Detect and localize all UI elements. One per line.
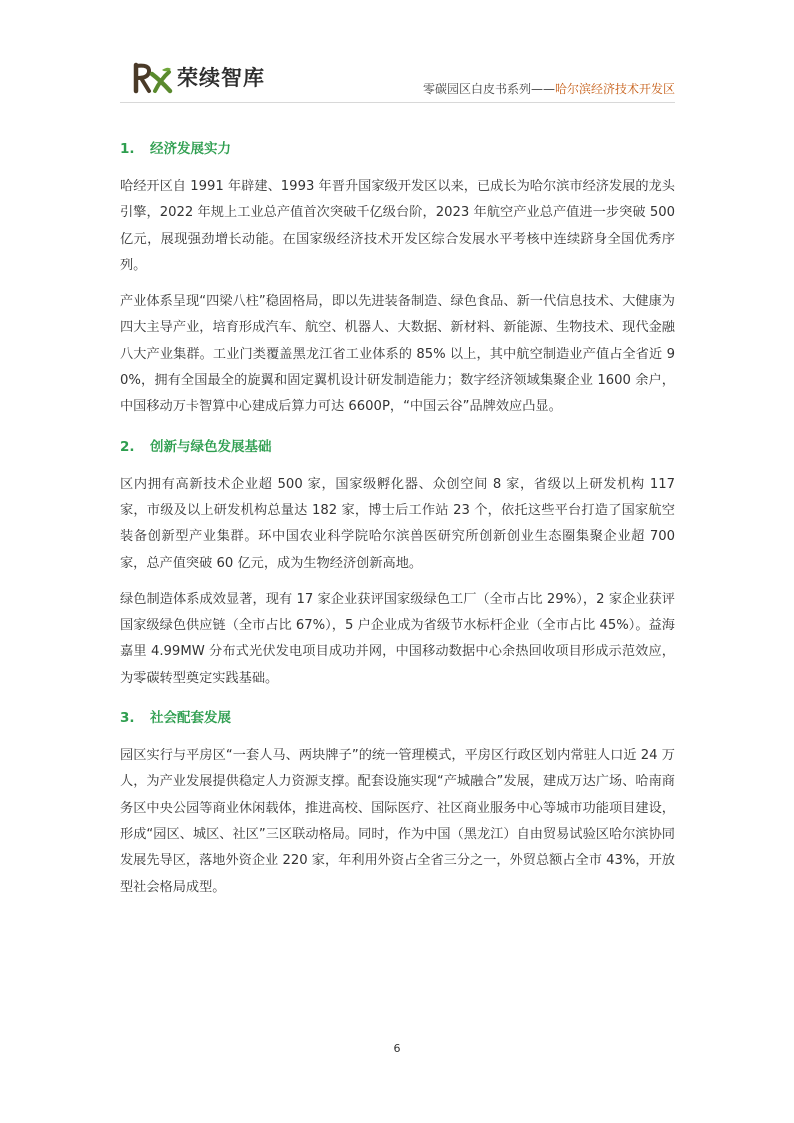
main-content xyxy=(120,133,675,901)
section-title-text: 创新与绿色发展基础 xyxy=(150,438,272,455)
section-heading xyxy=(120,133,675,165)
section-social-facilities xyxy=(120,702,675,901)
paragraph: 园区实行与平房区“一套人马、两块牌子”的统一管理模式，平房区行政区划内常驻人口近 24 万人，为产业发展提供稳定人力资源支撑。配套设施实现“产城融合”发展，建成万达广场、哈南商务区中央公园等商业休闲载体，推进高校、国际医疗、社区商业服务中心等城市功能项目建设，形成“园区、城区、社区”三区联动格局。同时，作为中国（黑龙江）自由贸易试验区哈尔滨协同发展先导区，落地外资企业 220 家，年利用外资占全省三分之一，外贸总额占全市 43%，开放型社会格局成型。 xyxy=(120,748,675,895)
series-title xyxy=(423,80,675,98)
section-number: 2. xyxy=(120,438,135,455)
section-title-text: 社会配套发展 xyxy=(150,710,231,727)
series-park-name: 哈尔滨经济技术开发区 xyxy=(554,82,675,96)
paragraph: 哈经开区自 1991 年辟建、1993 年晋升国家级开发区以来，已成长为哈尔滨市经济发展的龙头引擎，2022 年规上工业总产值首次突破千亿级台阶，2023 年航空产业总产值进一步突破 500 亿元，展现强劲增长动能。在国家级经济技术开发区综合发展水平考核中连续跻身全国优秀序列。 xyxy=(120,179,675,273)
section-innovation-green xyxy=(120,431,675,692)
page-number: 6 xyxy=(393,1042,401,1055)
page-header xyxy=(0,0,794,110)
section-heading xyxy=(120,431,675,463)
series-prefix: 零碳园区白皮书系列—— xyxy=(422,82,555,96)
brand-name: 荣续智库 xyxy=(177,66,265,90)
rx-logo-icon xyxy=(133,60,173,96)
section-heading xyxy=(120,702,675,734)
paragraph: 产业体系呈现“四梁八柱”稳固格局，即以先进装备制造、绿色食品、新一代信息技术、大健康为四大主导产业，培育形成汽车、航空、机器人、大数据、新材料、新能源、生物技术、现代金融八大产业集群。工业门类覆盖黑龙江省工业体系的 85% 以上，其中航空制造业产值占全省近 90%，拥有全国最全的旋翼和固定翼机设计研发制造能力；数字经济领域集聚企业 1600 余户，中国移动万卡智算中心建成后算力可达 6600P，“中国云谷”品牌效应凸显。 xyxy=(120,294,675,415)
header-divider xyxy=(120,102,675,103)
section-number: 3. xyxy=(120,710,135,727)
paragraph: 绿色制造体系成效显著，现有 17 家企业获评国家级绿色工厂（全市占比 29%），2 家企业获评国家级绿色供应链（全市占比 67%），5 户企业成为省级节水标杆企业（全市占比 45%）。益海嘉里 4.99MW 分布式光伏发电项目成功并网，中国移动数据中心余热回收项目形成示范效应，为零碳转型奠定实践基础。 xyxy=(120,591,675,686)
brand-logo xyxy=(133,58,265,98)
section-title-text: 经济发展实力 xyxy=(150,141,231,157)
section-economic-strength xyxy=(120,133,675,421)
section-number: 1. xyxy=(120,141,135,157)
paragraph: 区内拥有高新技术企业超 500 家，国家级孵化器、众创空间 8 家，省级以上研发机构 117 家，市级及以上研发机构总量达 182 家，博士后工作站 23 个，依托这些平台打造了国家航空装备创新型产业集群。环中国农业科学院哈尔滨兽医研究所创新创业生态圈集聚企业超 700 家，总产值突破 60 亿元，成为生物经济创新高地。 xyxy=(120,476,675,571)
